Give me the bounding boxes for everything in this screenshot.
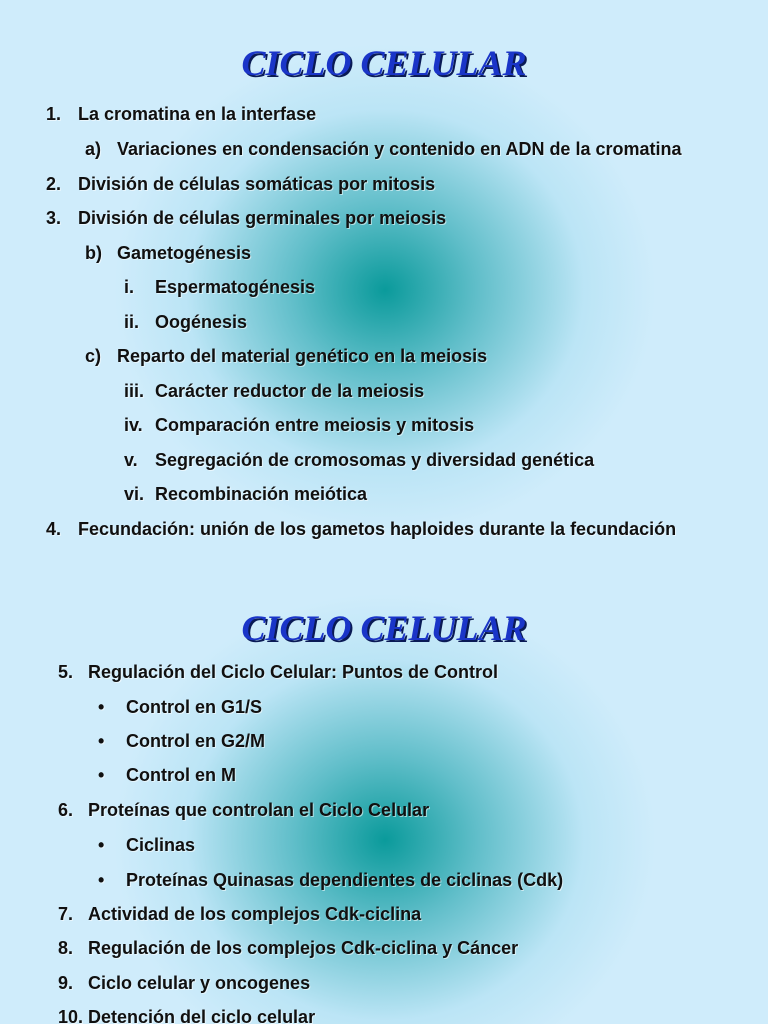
list-item-text: Proteínas Quinasas dependientes de ciclinas (Cdk) — [126, 870, 564, 890]
slide-2 — [0, 565, 768, 1024]
list-marker: iii. — [124, 381, 145, 401]
slide-title: CICLO CELULAR — [241, 43, 527, 83]
bullet-marker: • — [98, 835, 105, 855]
list-item-text: División de células somáticas por mitosis — [78, 174, 436, 194]
list-item-text: Detención del ciclo celular — [88, 1007, 316, 1024]
bullet-marker: • — [98, 731, 105, 751]
list-item-text: Control en G1/S — [126, 697, 263, 717]
list-marker: 4. — [46, 519, 62, 539]
list-item-text: Oogénesis — [155, 312, 248, 332]
list-marker: 6. — [58, 800, 74, 820]
bullet-marker: • — [98, 765, 105, 785]
list-item-text: Ciclo celular y oncogenes — [88, 973, 311, 993]
list-marker: 9. — [58, 973, 74, 993]
list-item-text: Gametogénesis — [117, 243, 252, 263]
slide-title: CICLO CELULAR — [241, 608, 527, 648]
list-marker: 1. — [46, 104, 62, 124]
list-marker: i. — [124, 277, 135, 297]
list-marker: 3. — [46, 208, 62, 228]
list-item-text: Regulación del Ciclo Celular: Puntos de Control — [88, 662, 499, 682]
list-item-text: Recombinación meiótica — [155, 484, 368, 504]
list-item-text: Espermatogénesis — [155, 277, 316, 297]
list-marker: 10. — [58, 1007, 84, 1024]
list-item-text: La cromatina en la interfase — [78, 104, 317, 124]
list-item-text: Control en M — [126, 765, 236, 785]
list-item-text: Control en G2/M — [126, 731, 265, 751]
list-item-text: Reparto del material genético en la meiosis — [117, 346, 488, 366]
list-marker: ii. — [124, 312, 140, 332]
list-item-text: Carácter reductor de la meiosis — [155, 381, 425, 401]
list-marker: 8. — [58, 938, 74, 958]
list-marker: c) — [85, 346, 102, 366]
list-marker: iv. — [124, 415, 143, 435]
list-item-text: Variaciones en condensación y contenido en ADN de la cromatina — [117, 139, 682, 159]
list-marker: vi. — [124, 484, 145, 504]
list-item-text: Ciclinas — [126, 835, 196, 855]
list-marker: b) — [85, 243, 102, 263]
list-item-text: División de células germinales por meiosis — [78, 208, 447, 228]
list-item-text: Proteínas que controlan el Ciclo Celular — [88, 800, 430, 820]
list-item-text: Comparación entre meiosis y mitosis — [155, 415, 475, 435]
list-marker: v. — [124, 450, 138, 470]
list-item-text: Actividad de los complejos Cdk-ciclina — [88, 904, 422, 924]
list-marker: a) — [85, 139, 102, 159]
list-item-text: Segregación de cromosomas y diversidad genética — [155, 450, 595, 470]
list-item-text: Regulación de los complejos Cdk-ciclina y Cáncer — [88, 938, 519, 958]
bullet-marker: • — [98, 870, 105, 890]
bullet-marker: • — [98, 697, 105, 717]
list-marker: 7. — [58, 904, 74, 924]
list-item-text: Fecundación: unión de los gametos haploides durante la fecundación — [78, 519, 677, 539]
list-marker: 5. — [58, 662, 74, 682]
list-marker: 2. — [46, 174, 62, 194]
